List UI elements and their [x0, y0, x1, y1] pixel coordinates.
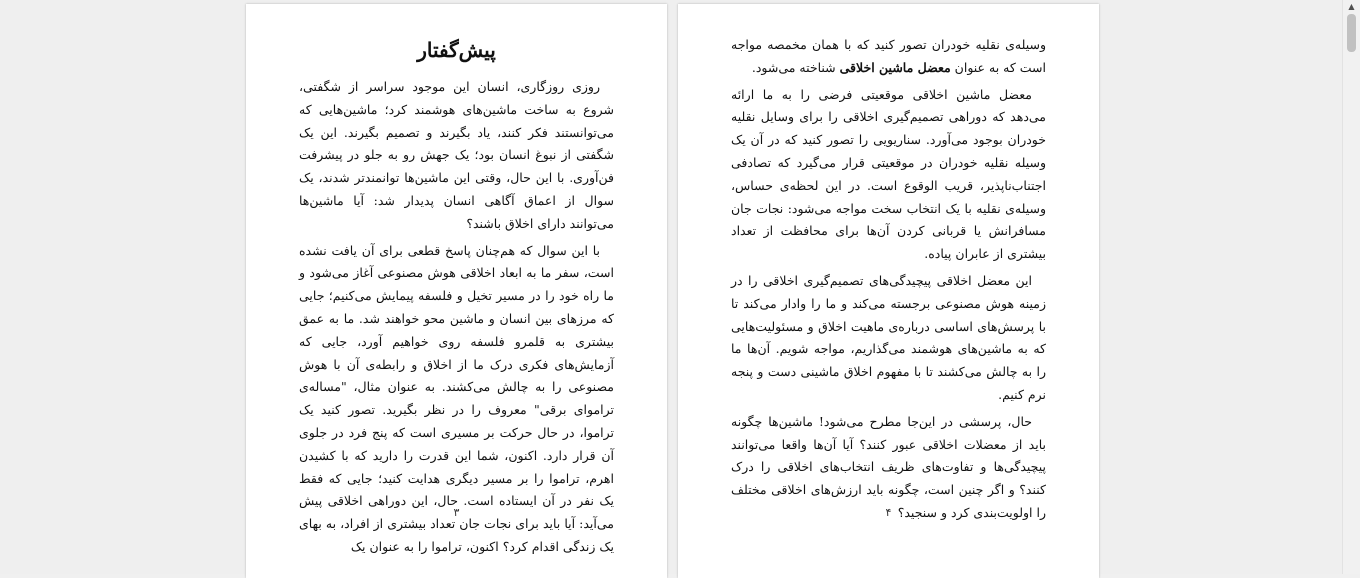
paragraph-text: وسیله‌ی نقلیه خودران تصور کنید که با همان مخمصه مواجه است که به عنوان — [731, 37, 1046, 75]
paragraph: این معضل اخلاقی پیچیدگی‌های تصمیم‌گیری اخلاقی را در زمینه هوش مصنوعی برجسته می‌کند و ما را وادار می‌کند تا با پرسش‌های اساسی درباره‌ی ماهیت اخلاق و مسئولیت‌هایی که به ماشین‌های هوشمند می‌گذاریم، مواجه شویم. آن‌ها ما را به چالش می‌کشند تا با مفهوم اخلاق ماشینی دست و پنجه نرم کنیم. — [731, 272, 1046, 402]
page-4 — [678, 4, 1099, 578]
page-body — [299, 76, 614, 563]
page-title: پیش‌گفتار — [417, 38, 496, 62]
paragraph — [731, 34, 1046, 80]
page-number: ۳ — [453, 506, 460, 519]
paragraph: معضل ماشین اخلاقی موقعیتی فرضی را به ما ارائه می‌دهد که دوراهی تصمیم‌گیری اخلاقی را برای وسایل نقلیه خودران بوجود می‌آورد. سناریویی را تصور کنید که در آن یک وسیله نقلیه خودران در موقعیتی قرار می‌گیرد که تصادفی اجتناب‌ناپذیر، قریب الوقوع است. در این لحظه‌ی حساس، وسیله‌ی نقلیه با یک انتخاب سخت مواجه می‌شود: نجات جان مسافرانش یا قربانی کردن آن‌ها برای محافظت از تعداد بیشتری از عابران پیاده. — [731, 86, 1046, 262]
scrollbar-thumb[interactable] — [1347, 14, 1356, 52]
page-body — [731, 34, 1046, 529]
paragraph: روزی روزگاری، انسان این موجود سراسر از شگفتی، شروع به ساخت ماشین‌های هوشمند کرد؛ ماشین‌هایی که می‌توانستند فکر کنند، یاد بگیرند و تصمیم بگیرند. این یک شگفتی از نبوغ انسان بود؛ یک جهش رو به جلو در پیشرفت فن‌آوری. با این حال، وقتی این ماشین‌ها توانمندتر شدند، یک سوال از اعماق آگاهی انسان پدیدار شد: آیا ماشین‌ها می‌توانند دارای اخلاق باشند؟ — [299, 79, 614, 231]
paragraph-text: شناخته می‌شود. — [751, 59, 840, 75]
bold-term: معضل ماشین اخلاقی — [839, 59, 951, 75]
vertical-scrollbar[interactable] — [1342, 0, 1360, 574]
triangle-up-icon[interactable]: ▲ — [1348, 2, 1355, 11]
paragraph: با این سوال که هم‌چنان پاسخ قطعی برای آن یافت نشده است، سفر ما به ابعاد اخلاقی هوش مصنوعی آغاز می‌شود و ما راه خود را در مسیر تخیل و فلسفه پیمایش می‌کنیم؛ جایی که مرزهای بین انسان و ماشین محو خواهند شد. ما به عمق بیشتری به قلمرو فلسفه روی خواهیم آورد، جایی که آزمایش‌های فکری درک ما از اخلاق و رابطه‌ی آن با هوش مصنوعی را به چالش می‌کشند. به عنوان مثال، "مساله‌ی تراموای برقی" معروف را در نظر بگیرید. تصور کنید یک تراموا، در حال حرکت بر مسیری است که پنج فرد در جلوی آن قرار دارد. اکنون، شما این قدرت را دارید که با کشیدن اهرم، تراموا را بر مسیر دیگری هدایت کنید؛ جایی که فقط یک نفر در آن ایستاده است. حال، این دوراهی اخلاقی پیش می‌آید: آیا باید برای نجات جان تعداد بیشتری از افراد، به بهای یک زندگی اقدام کرد؟ اکنون، تراموا را به عنوان یک — [299, 242, 614, 554]
paragraph: حال، پرسشی در این‌جا مطرح می‌شود! ماشین‌ها چگونه باید از معضلات اخلاقی عبور کنند؟ آیا آن‌ها واقعا می‌توانند پیچیدگی‌ها و تفاوت‌های ظریف انتخاب‌های اخلاقی را درک کنند؟ و اگر چنین است، چگونه باید ارزش‌های اخلاقی مختلف را اولویت‌بندی کرد و سنجید؟ — [731, 413, 1046, 520]
page-number: ۴ — [885, 506, 892, 519]
page-3 — [246, 4, 667, 578]
